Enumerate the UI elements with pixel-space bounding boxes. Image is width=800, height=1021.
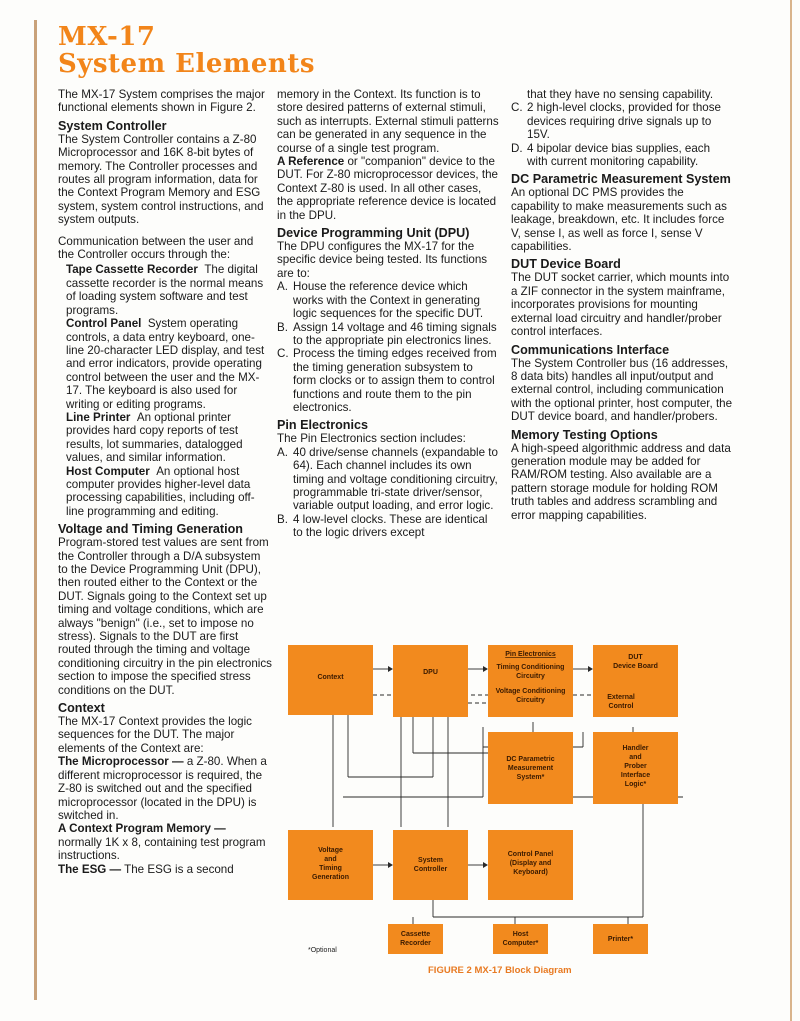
box-cassette <box>388 924 443 954</box>
box-system-controller <box>393 830 468 900</box>
label-dcpms-3: System* <box>516 774 545 781</box>
label-pin-voltage-1: Voltage Conditioning <box>495 688 566 695</box>
label-handler-4: Interface <box>620 772 651 779</box>
box-handler <box>593 732 678 804</box>
reference-item <box>277 155 499 222</box>
box-printer <box>593 924 648 954</box>
box-control-panel <box>488 830 573 900</box>
label-handler-2: and <box>629 754 642 761</box>
cpm-text: normally 1K x 8, containing test program instructions. <box>58 835 266 863</box>
label-dcpms-2: Measurement <box>507 765 554 772</box>
reference-heading: A Reference <box>277 155 345 169</box>
cpm-item <box>58 822 272 862</box>
label-vtg-4: Generation <box>312 874 349 881</box>
label-context: Context <box>317 674 344 681</box>
reference-text: or "companion" device to the DUT. For Z-80 microprocessor devices, the Context Z-80 is used. In all other cases, the appropriate reference device is located in the DPU. <box>277 155 498 222</box>
context-paragraph: The MX-17 Context provides the logic sequences for the DUT. The major elements of the Context are: <box>58 715 252 755</box>
heading-communications: Communications Interface <box>511 342 670 357</box>
heading-context: Context <box>58 701 105 716</box>
pin-paragraph: The Pin Electronics section includes: <box>277 432 466 446</box>
label-pin-timing-2: Circuitry <box>516 673 545 680</box>
label-dut-1: DUT <box>628 654 643 661</box>
dpu-item-text: Assign 14 voltage and 46 timing signals to the appropriate pin electronics lines. <box>293 320 497 347</box>
pin-item-text: 40 drive/sense channels (expandable to 64). Each channel includes its own timing and voltage conditioning circuitry, programmable tri-state driver/sensor, variable output loading, and error logic. <box>293 445 498 513</box>
communication-paragraph: Communication between the user and the Controller occurs through the: <box>58 234 254 262</box>
label-cassette-1: Cassette <box>400 931 431 938</box>
label-vtg-2: and <box>324 856 337 863</box>
tape-item <box>58 263 272 317</box>
heading-voltage-timing: Voltage and Timing Generation <box>58 522 243 537</box>
host-text: An optional host computer provides higher-level data processing capabilities, including off-line programming and editing. <box>66 464 255 518</box>
label-ext-2: Control <box>608 703 634 710</box>
label-vtg-3: Timing <box>319 865 342 872</box>
label-dpu: DPU <box>423 669 438 676</box>
communications-paragraph: The System Controller bus (16 addresses, 8 data bits) handles all input/output and external control, including communication with the optional printer, host computer, the DUT device board, and handler/probers. <box>511 356 733 424</box>
optional-note: *Optional <box>308 947 337 954</box>
label-handler-3: Prober <box>624 763 647 770</box>
box-context <box>288 645 373 715</box>
dpu-item-label: B. <box>277 320 288 334</box>
printer-text: An optional printer provides hard copy reports of test results, lot summaries, datalogged values, and similar information. <box>66 410 243 465</box>
pin-item-text: 2 high-level clocks, provided for those devices requiring drive signals up to 15V. <box>527 101 721 142</box>
block-diagram <box>283 627 793 967</box>
dpu-item-label: A. <box>277 280 288 294</box>
intro-paragraph: The MX-17 System comprises the major functional elements shown in Figure 2. <box>58 88 265 115</box>
label-dcpms-1: DC Parametric <box>506 756 555 763</box>
heading-memory-testing: Memory Testing Options <box>511 427 658 442</box>
esg-continued: memory in the Context. Its function is to store desired patterns of external stimuli, such as interrupts. External stimuli patterns can be generated in any sequence in the course of a single test program. <box>277 88 499 155</box>
pin-item-text: 4 low-level clocks. These are identical to the logic drivers except <box>293 512 488 540</box>
label-cpanel-3: Keyboard) <box>513 869 548 876</box>
pin-item-label: C. <box>511 101 523 115</box>
tape-text: The digital cassette recorder is the normal means of loading system software and test programs. <box>66 263 264 317</box>
printer-heading: Line Printer <box>66 410 131 424</box>
heading-pin-electronics: Pin Electronics <box>277 418 368 433</box>
pin-item-label: B. <box>277 512 288 526</box>
label-host-1: Host <box>512 931 529 938</box>
host-heading: Host Computer <box>66 464 150 478</box>
label-cpanel-1: Control Panel <box>507 851 554 858</box>
heading-dc-parametric: DC Parametric Measurement System <box>511 172 731 187</box>
label-ext-1: External <box>607 694 635 701</box>
label-sysctl-1: System <box>418 857 443 864</box>
esg-text: The ESG is a second <box>124 862 234 876</box>
panel-heading: Control Panel <box>66 317 142 331</box>
box-dpu <box>393 645 468 717</box>
left-margin-rule <box>34 20 37 1000</box>
label-cpanel-2: (Display and <box>509 860 552 867</box>
micro-item <box>58 755 272 822</box>
dpu-item-a <box>277 280 499 320</box>
panel-text: System operating controls, a data entry keyboard, one-line 20-character LED display, and test and error indicators, provide operating control between the user and the MX-17. The keyboard is also used for writing or editing programs. <box>66 317 265 411</box>
panel-item <box>58 317 272 411</box>
box-host-computer <box>493 924 548 954</box>
pin-item-b <box>277 513 499 540</box>
pin-item-b-continued: that they have no sensing capability. <box>527 88 714 101</box>
title-line-2: System Elements <box>58 49 315 79</box>
column-1 <box>58 88 272 876</box>
dpu-paragraph: The DPU configures the MX-17 for the specific device being tested. Its functions are to: <box>277 240 488 280</box>
micro-text: a Z-80. When a different microprocessor is required, the Z-80 is switched out and the specified microprocessor (located in the DPU) is switched in. <box>58 755 267 822</box>
dcpms-paragraph: An optional DC PMS provides the capability to make measurements such as leakage, breakdown, etc. It includes force V, sense I, as well as force I, sense V capabilities. <box>511 186 727 254</box>
pin-item-a <box>277 446 499 513</box>
tape-heading: Tape Cassette Recorder <box>66 263 198 277</box>
dpu-item-b <box>277 321 499 348</box>
label-cassette-2: Recorder <box>400 940 431 947</box>
dpu-item-label: C. <box>277 347 289 361</box>
label-pin-timing-1: Timing Conditioning <box>496 664 565 671</box>
box-voltage-timing <box>288 830 373 900</box>
esg-heading: The ESG — <box>58 862 122 876</box>
label-handler-1: Handler <box>622 745 649 752</box>
box-pin-electronics <box>488 645 573 717</box>
dpu-item-text: Process the timing edges received from the timing generation subsystem to form clocks or to assign them to control functions and route them to the pin electronics. <box>293 347 497 414</box>
dut-paragraph: The DUT socket carrier, which mounts into a ZIF connector in the system mainframe, incorporates provisions for mounting external load circuitry and handler/prober control interfaces. <box>511 271 730 339</box>
figure-caption: FIGURE 2 MX-17 Block Diagram <box>428 965 572 976</box>
label-pin-title: Pin Electronics <box>505 651 556 658</box>
micro-heading: The Microprocessor — <box>58 755 184 769</box>
pin-item-label: A. <box>277 445 288 459</box>
label-printer: Printer* <box>607 936 634 943</box>
title-line-1: MX-17 <box>58 22 156 52</box>
heading-system-controller: System Controller <box>58 118 167 133</box>
esg-item <box>58 863 272 876</box>
dpu-item-text: House the reference device which works with the Context in generating logic sequences for the specific DUT. <box>293 280 484 321</box>
box-dc-parametric <box>488 732 573 804</box>
box-dut-board <box>593 645 678 717</box>
column-2 <box>277 88 499 540</box>
pin-item-text: 4 bipolar device bias supplies, each with current monitoring capability. <box>527 141 711 169</box>
pin-item-label: D. <box>511 141 523 155</box>
controller-paragraph: The System Controller contains a Z-80 Microprocessor and 16K 8-bit bytes of memory. The Controller processes and routes all program information, data for the Context Program Memory and ESG system, system control instructions, and system outputs. <box>58 132 264 227</box>
voltage-paragraph: Program-stored test values are sent from the Controller through a D/A subsystem to the Device Programming Unit (DPU), then routed either to the Context or the DUT. Signals going to the Context set up timing and voltage conditions, which are always "benign" (i.e., set to impose no stress). Signals to the DUT are first routed through the timing and voltage conditioning circuitry in the pin electronics section to impose the specified stress conditions on the DUT. <box>58 536 272 697</box>
printer-item <box>58 411 272 465</box>
label-vtg-1: Voltage <box>318 847 343 854</box>
heading-dpu: Device Programming Unit (DPU) <box>277 226 470 241</box>
page-title <box>58 24 315 78</box>
memory-paragraph: A high-speed algorithmic address and data generation module may be added for RAM/ROM testing. Also available are a pattern storage module for holding ROM truth tables and address scrambling and error mapping capabilities. <box>511 441 731 522</box>
cpm-heading: A Context Program Memory — <box>58 822 226 836</box>
label-pin-voltage-2: Circuitry <box>516 697 545 704</box>
label-handler-5: Logic* <box>624 781 647 788</box>
pin-item-d <box>511 142 733 169</box>
host-item <box>58 465 272 519</box>
label-dut-2: Device Board <box>613 663 658 670</box>
label-host-2: Computer* <box>502 940 539 947</box>
label-sysctl-2: Controller <box>413 866 448 873</box>
heading-dut-board: DUT Device Board <box>511 257 621 272</box>
column-3 <box>511 88 733 522</box>
dpu-item-c <box>277 347 499 414</box>
pin-item-c <box>511 101 733 141</box>
